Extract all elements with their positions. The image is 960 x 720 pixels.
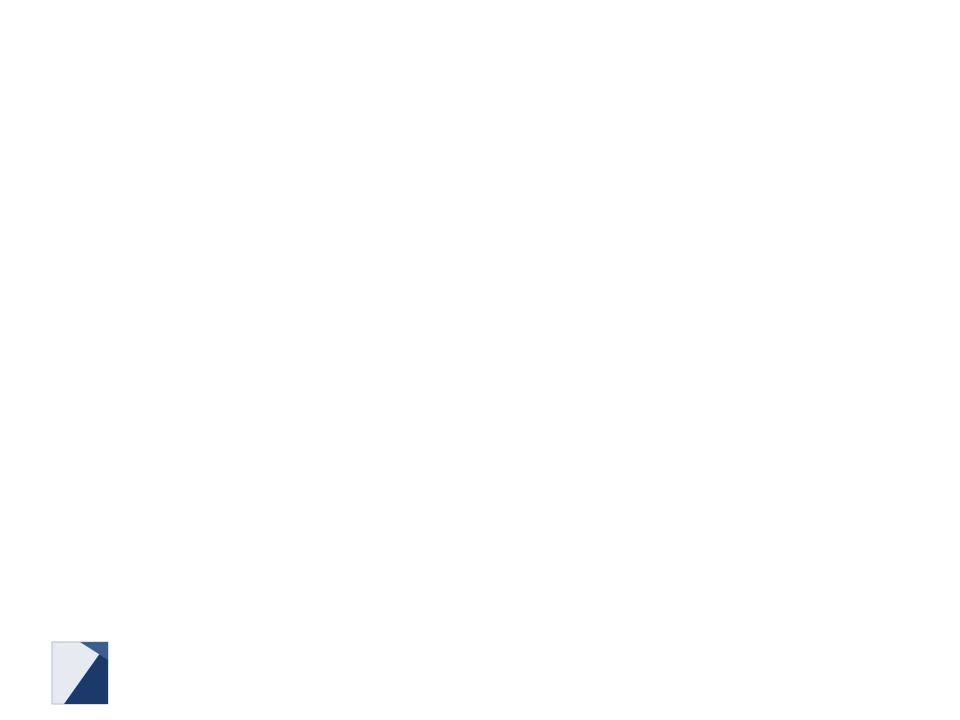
two-harbors-logo — [50, 640, 110, 710]
